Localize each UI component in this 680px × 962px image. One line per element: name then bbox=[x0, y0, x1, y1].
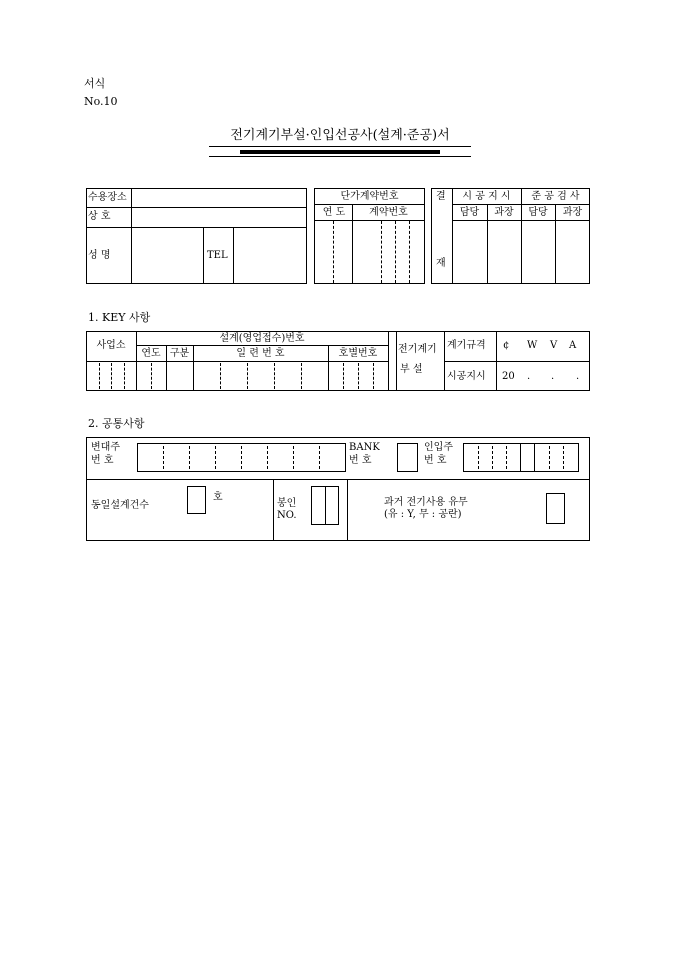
design-category-label: 구분 bbox=[169, 348, 190, 359]
business-label: 상 호 bbox=[88, 211, 111, 222]
approval-group-construction: 시 공 지 시 bbox=[462, 191, 511, 202]
lead-pole-number-field[interactable] bbox=[463, 443, 579, 472]
date-separator: . bbox=[551, 371, 555, 382]
approval-role: 과장 bbox=[562, 207, 583, 218]
seal-label-line2: NO. bbox=[277, 510, 297, 521]
meter-label: 전기계기 bbox=[398, 344, 437, 355]
title-underline bbox=[209, 146, 471, 147]
approval-side-top: 결 bbox=[436, 191, 446, 202]
title-underline-lower bbox=[209, 156, 471, 157]
signature-cell[interactable] bbox=[488, 221, 520, 283]
transformer-label: 변대주 bbox=[91, 442, 120, 453]
place-label: 수용장소 bbox=[88, 192, 127, 203]
office-label: 사업소 bbox=[96, 340, 126, 351]
instruction-date-field[interactable] bbox=[497, 362, 589, 390]
spec-unit-volt: V bbox=[550, 340, 558, 351]
date-separator: . bbox=[576, 371, 580, 382]
past-usage-label: 과거 전기사용 유무 bbox=[384, 497, 468, 508]
date-prefix: 20 bbox=[502, 371, 515, 382]
tel-label: TEL bbox=[207, 250, 228, 261]
same-design-count-field[interactable] bbox=[187, 486, 206, 514]
business-field[interactable] bbox=[133, 209, 305, 225]
key-section-heading: 1. KEY 사항 bbox=[88, 311, 151, 324]
bank-label-line2: 번 호 bbox=[349, 455, 372, 466]
meter-spec-field[interactable] bbox=[497, 332, 589, 360]
spec-unit-watt: W bbox=[527, 340, 538, 351]
contract-number-field[interactable] bbox=[353, 221, 424, 283]
place-field[interactable] bbox=[133, 190, 305, 206]
signature-cell[interactable] bbox=[453, 221, 486, 283]
signature-cell[interactable] bbox=[556, 221, 589, 283]
page-title: 전기계기부설·인입선공사(설계·준공)서 bbox=[230, 128, 450, 143]
design-number-field[interactable] bbox=[137, 362, 387, 390]
tel-field[interactable] bbox=[235, 229, 305, 282]
approval-role: 과장 bbox=[494, 207, 514, 218]
past-usage-hint: (유 : Y, 무 : 공란) bbox=[384, 509, 462, 520]
contract-number-label: 계약번호 bbox=[369, 207, 408, 218]
same-design-count-label: 동일설계건수 bbox=[91, 500, 149, 511]
design-number-header: 설계(영업접수)번호 bbox=[219, 333, 305, 344]
contract-header: 단가계약번호 bbox=[340, 191, 399, 202]
install-label: 부 설 bbox=[400, 364, 423, 375]
common-section-heading: 2. 공통사항 bbox=[88, 417, 145, 430]
design-year-label: 연도 bbox=[141, 348, 161, 359]
spec-unit-phase: ¢ bbox=[503, 340, 510, 351]
lead-pole-label: 인입주 bbox=[424, 442, 453, 453]
signature-cell[interactable] bbox=[522, 221, 554, 283]
transformer-label-line2: 번 호 bbox=[91, 455, 114, 466]
bank-label: BANK bbox=[349, 442, 380, 453]
meter-spec-label: 계기규격 bbox=[447, 340, 486, 351]
contract-year-field[interactable] bbox=[315, 221, 351, 283]
design-serial-label: 일 련 번 호 bbox=[236, 348, 285, 359]
spec-unit-ampere: A bbox=[569, 340, 577, 351]
approval-role: 담당 bbox=[528, 207, 548, 218]
name-label: 성 명 bbox=[88, 250, 111, 261]
past-usage-checkbox[interactable] bbox=[546, 493, 565, 524]
office-field[interactable] bbox=[87, 362, 135, 390]
title-underline-bold bbox=[240, 150, 440, 154]
instruction-label: 시공지시 bbox=[447, 371, 486, 382]
contract-year-label: 연 도 bbox=[322, 207, 346, 218]
name-field[interactable] bbox=[133, 229, 201, 282]
approval-role: 담당 bbox=[459, 207, 480, 218]
ho-label: 호 bbox=[213, 492, 223, 503]
seal-label: 봉인 bbox=[277, 498, 297, 509]
form-number: No.10 bbox=[84, 95, 118, 108]
lead-pole-label-line2: 번 호 bbox=[424, 455, 447, 466]
design-unit-label: 호별번호 bbox=[338, 348, 378, 359]
date-separator: . bbox=[527, 371, 531, 382]
approval-side-bottom: 재 bbox=[436, 258, 446, 269]
approval-group-completion: 준 공 검 사 bbox=[531, 191, 580, 202]
form-label: 서식 bbox=[84, 77, 106, 90]
bank-number-field[interactable] bbox=[397, 443, 418, 472]
